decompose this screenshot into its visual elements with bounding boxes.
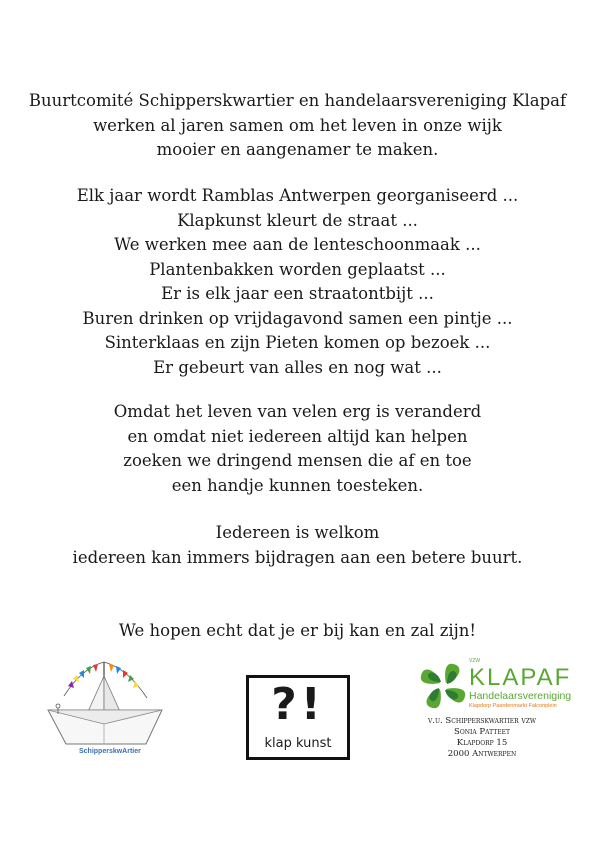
publisher-line: 2000 Antwerpen (447, 749, 517, 759)
schipperskwartier-caption: SchipperskwArtier (79, 748, 141, 755)
publisher-block (402, 716, 562, 760)
klapaf-logo (418, 658, 572, 714)
call-paragraph (0, 400, 595, 498)
text-line: Iedereen is welkom (215, 523, 380, 542)
klapaf-title: KLAPAF (469, 664, 572, 691)
text-line: Er gebeurt van alles en nog wat ... (153, 357, 442, 377)
text-line: Omdat het leven van velen erg is veranderd (113, 402, 482, 421)
closing-paragraph (0, 619, 595, 644)
klapkunst-mark: ?! (271, 679, 325, 730)
text-line: Sinterklaas en zijn Pieten komen op bezoek ... (104, 333, 491, 352)
text-line: en omdat niet iedereen altijd kan helpen (127, 426, 468, 446)
text-line: Er is elk jaar een straatontbijt ... (161, 284, 434, 303)
welcome-paragraph (0, 521, 595, 570)
klapaf-streets: Klapdorp Paardenmarkt Falconplein (469, 703, 557, 709)
paper-boat-icon (42, 658, 172, 753)
text-line: een handje kunnen toesteken. (171, 475, 424, 495)
text-line: werken al jaren samen om het leven in onze wijk (93, 115, 502, 135)
text-line: Plantenbakken worden geplaatst ... (149, 259, 446, 279)
clover-cross-icon (418, 658, 468, 714)
text-line: We werken mee aan de lenteschoonmaak ... (114, 235, 481, 254)
publisher-line: Sonia Patteet (454, 727, 510, 737)
publisher-line: Klapdorp 15 (456, 738, 508, 748)
publisher-line: v.u. Schipperskwartier vzw (427, 716, 537, 726)
klapaf-vzw: VZW (469, 658, 481, 664)
text-line: Elk jaar wordt Ramblas Antwerpen georganiseerd ... (76, 186, 519, 205)
klapkunst-word: klap kunst (264, 736, 332, 751)
schipperskwartier-logo (42, 658, 172, 768)
text-line: zoeken we dringend mensen die af en toe (123, 451, 472, 470)
text-line: Buren drinken op vrijdagavond samen een pintje ... (82, 308, 513, 328)
text-line: Buurtcomité Schipperskwartier en handelaarsvereniging Klapaf (28, 91, 567, 110)
text-line: mooier en aangenamer te maken. (156, 140, 439, 159)
klapkunst-logo (246, 675, 350, 760)
text-line: iedereen kan immers bijdragen aan een betere buurt. (72, 547, 523, 567)
text-line: We hopen echt dat je er bij kan en zal zijn! (118, 621, 477, 640)
klapaf-subtitle: Handelaarsvereniging (469, 690, 572, 702)
intro-paragraph (0, 89, 595, 163)
activities-paragraph (0, 184, 595, 380)
text-line: Klapkunst kleurt de straat ... (177, 210, 418, 230)
